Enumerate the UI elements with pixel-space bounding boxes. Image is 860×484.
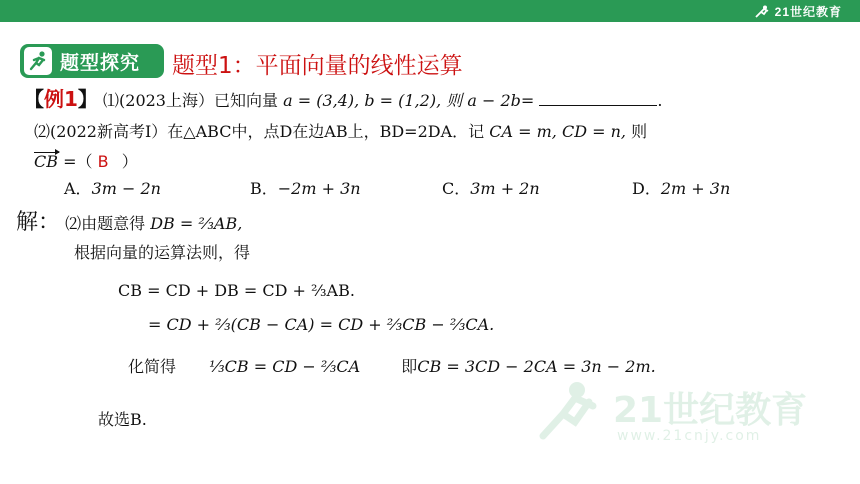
option-a-key: A． (64, 179, 92, 198)
watermark (535, 380, 815, 448)
solution-step2: 根据向量的运算法则，得 (74, 243, 251, 262)
then-math: CB = 3CD − 2CA = 3n − 2m. (417, 357, 656, 376)
solution-simplify (128, 356, 656, 378)
part1-math-a: a = (3,4), (283, 91, 360, 110)
answer-choice: B (97, 152, 109, 171)
then-label: 即 (401, 357, 418, 376)
option-c (442, 178, 540, 200)
section-heading: 题型1：平面向量的线性运算 (172, 53, 463, 79)
solution-step1: ⑵由题意得 (65, 214, 146, 233)
top-banner (0, 0, 860, 22)
part1-math-c: a − 2b= (467, 91, 535, 110)
site-logo (753, 3, 842, 20)
simplify-math: ⅓CB = CD − ⅔CA (209, 357, 361, 376)
part1-math-b: b = (1,2), 则 (364, 91, 463, 110)
option-d (632, 178, 730, 200)
solution-step1-math: DB = ⅔AB, (150, 214, 243, 233)
example-part2-line2 (34, 151, 138, 173)
paren-close: ） (121, 152, 138, 171)
option-d-expr: 2m + 3n (660, 179, 731, 198)
example-tag: 【例1】 (24, 87, 98, 111)
answer-blank (539, 91, 657, 106)
option-d-key: D． (632, 179, 661, 198)
option-b (250, 178, 361, 200)
option-a-expr: 3m − 2n (91, 179, 161, 198)
solution-conclusion: 故选B. (98, 410, 147, 429)
part2-text: ⑵(2022新高考Ⅰ）在△ABC中，点D在边AB上，BD=2DA．记 (34, 122, 485, 141)
solution-label: 解： (16, 210, 61, 235)
part1-prefix: ⑴(2023上海）已知向量 (103, 91, 278, 110)
logo-runner-icon (753, 5, 771, 19)
option-c-expr: 3m + 2n (470, 179, 540, 198)
part1-end: . (657, 91, 663, 110)
option-b-expr: −2m + 3n (277, 179, 361, 198)
runner-icon (24, 47, 52, 75)
part2-vectors: CA = m, CD = n, (489, 122, 626, 141)
solution-step4: = CD + ⅔(CB − CA) = CD + ⅔CB − ⅔CA. (148, 315, 495, 334)
simplify-label: 化简得 (128, 357, 177, 376)
watermark-text: 21世纪教育 (613, 390, 808, 431)
solution-step3: CB = CD + DB = CD + ⅔AB. (118, 281, 355, 300)
logo-text: 21世纪教育 (774, 5, 842, 19)
option-a (64, 178, 161, 200)
example-part1 (24, 88, 662, 112)
option-b-key: B． (250, 179, 278, 198)
badge-label: 题型探究 (60, 51, 141, 74)
equals-open: =（ (63, 152, 93, 171)
part2-then: 则 (631, 122, 648, 141)
solution-line1 (16, 212, 242, 235)
section-badge (20, 44, 164, 78)
option-c-key: C． (442, 179, 471, 198)
example-part2-line1 (34, 121, 647, 143)
vector-cb: CB (34, 152, 58, 171)
watermark-url: www.21cnjy.com (617, 428, 762, 444)
